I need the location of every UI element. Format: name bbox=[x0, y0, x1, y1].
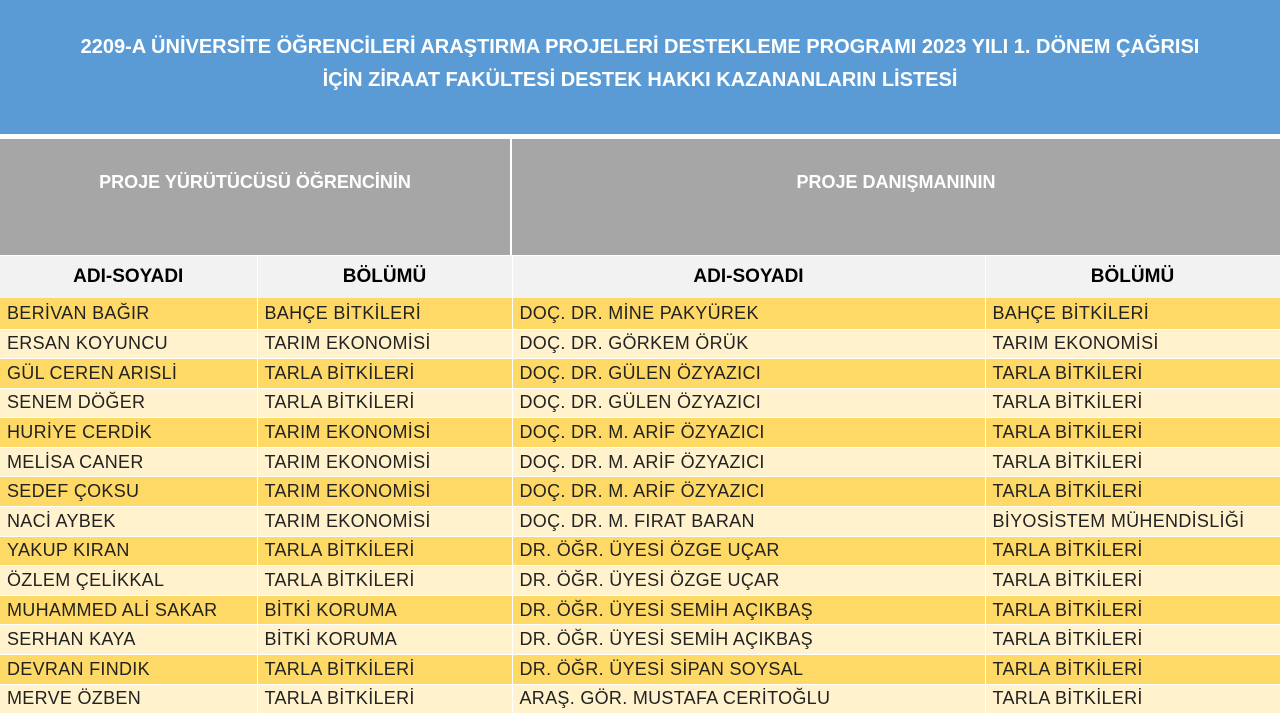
student-name-cell: MERVE ÖZBEN bbox=[0, 684, 257, 714]
student-name-cell: SERHAN KAYA bbox=[0, 625, 257, 655]
advisor-name-cell: DOÇ. DR. GÜLEN ÖZYAZICI bbox=[512, 359, 985, 389]
student-name-cell: ÖZLEM ÇELİKKAL bbox=[0, 566, 257, 596]
advisor-department-cell: TARLA BİTKİLERİ bbox=[985, 536, 1280, 566]
student-department-cell: TARLA BİTKİLERİ bbox=[257, 536, 512, 566]
table-row bbox=[0, 595, 1280, 625]
student-group-header: PROJE YÜRÜTÜCÜSÜ ÖĞRENCİNİN bbox=[0, 139, 512, 255]
advisor-name-cell: ARAŞ. GÖR. MUSTAFA CERİTOĞLU bbox=[512, 684, 985, 714]
advisor-name-cell: DOÇ. DR. MİNE PAKYÜREK bbox=[512, 298, 985, 329]
advisor-department-cell: TARLA BİTKİLERİ bbox=[985, 388, 1280, 418]
advisor-department-cell: TARLA BİTKİLERİ bbox=[985, 477, 1280, 507]
advisor-department-cell: TARIM EKONOMİSİ bbox=[985, 329, 1280, 359]
advisor-name-cell: DR. ÖĞR. ÜYESİ ÖZGE UÇAR bbox=[512, 566, 985, 596]
student-name-cell: DEVRAN FINDIK bbox=[0, 655, 257, 685]
advisor-name-cell: DR. ÖĞR. ÜYESİ SİPAN SOYSAL bbox=[512, 655, 985, 685]
advisor-department-cell: TARLA BİTKİLERİ bbox=[985, 566, 1280, 596]
student-department-cell: TARLA BİTKİLERİ bbox=[257, 566, 512, 596]
student-department-cell: TARLA BİTKİLERİ bbox=[257, 359, 512, 389]
student-name-cell: MUHAMMED ALİ SAKAR bbox=[0, 595, 257, 625]
table-row bbox=[0, 418, 1280, 448]
student-name-cell: ERSAN KOYUNCU bbox=[0, 329, 257, 359]
student-department-cell: TARIM EKONOMİSİ bbox=[257, 477, 512, 507]
student-name-header: ADI-SOYADI bbox=[0, 256, 257, 298]
student-name-cell: SEDEF ÇOKSU bbox=[0, 477, 257, 507]
advisor-department-cell: TARLA BİTKİLERİ bbox=[985, 625, 1280, 655]
advisor-name-cell: DOÇ. DR. M. ARİF ÖZYAZICI bbox=[512, 477, 985, 507]
table-row bbox=[0, 447, 1280, 477]
group-header-row bbox=[0, 139, 1280, 255]
advisor-name-cell: DOÇ. DR. M. ARİF ÖZYAZICI bbox=[512, 418, 985, 448]
advisor-department-cell: BİYOSİSTEM MÜHENDİSLİĞİ bbox=[985, 507, 1280, 537]
student-name-cell: YAKUP KIRAN bbox=[0, 536, 257, 566]
table-row bbox=[0, 566, 1280, 596]
student-name-cell: SENEM DÖĞER bbox=[0, 388, 257, 418]
table-row bbox=[0, 477, 1280, 507]
student-department-cell: TARIM EKONOMİSİ bbox=[257, 507, 512, 537]
table-row bbox=[0, 507, 1280, 537]
table-row bbox=[0, 655, 1280, 685]
advisor-name-cell: DOÇ. DR. GÜLEN ÖZYAZICI bbox=[512, 388, 985, 418]
advisor-department-cell: TARLA BİTKİLERİ bbox=[985, 359, 1280, 389]
column-header-row bbox=[0, 256, 1280, 298]
student-department-cell: TARLA BİTKİLERİ bbox=[257, 388, 512, 418]
advisor-department-cell: TARLA BİTKİLERİ bbox=[985, 595, 1280, 625]
student-name-cell: NACİ AYBEK bbox=[0, 507, 257, 537]
advisor-department-cell: TARLA BİTKİLERİ bbox=[985, 418, 1280, 448]
advisor-group-header: PROJE DANIŞMANININ bbox=[512, 139, 1280, 255]
advisor-name-cell: DR. ÖĞR. ÜYESİ SEMİH AÇIKBAŞ bbox=[512, 625, 985, 655]
title-line-1: 2209-A ÜNİVERSİTE ÖĞRENCİLERİ ARAŞTIRMA PROJELERİ DESTEKLEME PROGRAMI 2023 YILI 1. DÖNEM ÇAĞRISI bbox=[80, 36, 1200, 58]
advisor-name-cell: DOÇ. DR. M. FIRAT BARAN bbox=[512, 507, 985, 537]
student-name-cell: BERİVAN BAĞIR bbox=[0, 298, 257, 329]
student-department-cell: TARIM EKONOMİSİ bbox=[257, 418, 512, 448]
student-department-cell: TARIM EKONOMİSİ bbox=[257, 329, 512, 359]
advisor-name-cell: DR. ÖĞR. ÜYESİ SEMİH AÇIKBAŞ bbox=[512, 595, 985, 625]
advisor-name-header: ADI-SOYADI bbox=[512, 256, 985, 298]
student-name-cell: GÜL CEREN ARISLİ bbox=[0, 359, 257, 389]
title-banner bbox=[0, 0, 1280, 134]
winners-table bbox=[0, 256, 1280, 714]
table-row bbox=[0, 329, 1280, 359]
advisor-name-cell: DOÇ. DR. GÖRKEM ÖRÜK bbox=[512, 329, 985, 359]
advisor-department-cell: BAHÇE BİTKİLERİ bbox=[985, 298, 1280, 329]
table-row bbox=[0, 359, 1280, 389]
advisor-department-cell: TARLA BİTKİLERİ bbox=[985, 655, 1280, 685]
student-department-cell: TARLA BİTKİLERİ bbox=[257, 684, 512, 714]
table-row bbox=[0, 684, 1280, 714]
advisor-department-cell: TARLA BİTKİLERİ bbox=[985, 684, 1280, 714]
student-department-cell: BİTKİ KORUMA bbox=[257, 625, 512, 655]
table-row bbox=[0, 625, 1280, 655]
student-department-cell: BİTKİ KORUMA bbox=[257, 595, 512, 625]
student-department-cell: TARLA BİTKİLERİ bbox=[257, 655, 512, 685]
advisor-department-cell: TARLA BİTKİLERİ bbox=[985, 447, 1280, 477]
student-department-header: BÖLÜMÜ bbox=[257, 256, 512, 298]
student-name-cell: HURİYE CERDİK bbox=[0, 418, 257, 448]
student-department-cell: BAHÇE BİTKİLERİ bbox=[257, 298, 512, 329]
advisor-name-cell: DOÇ. DR. M. ARİF ÖZYAZICI bbox=[512, 447, 985, 477]
table-row bbox=[0, 298, 1280, 329]
advisor-name-cell: DR. ÖĞR. ÜYESİ ÖZGE UÇAR bbox=[512, 536, 985, 566]
table-row bbox=[0, 388, 1280, 418]
title-line-2: İÇİN ZİRAAT FAKÜLTESİ DESTEK HAKKI KAZANANLARIN LİSTESİ bbox=[322, 69, 958, 91]
table-row bbox=[0, 536, 1280, 566]
advisor-department-header: BÖLÜMÜ bbox=[985, 256, 1280, 298]
student-name-cell: MELİSA CANER bbox=[0, 447, 257, 477]
student-department-cell: TARIM EKONOMİSİ bbox=[257, 447, 512, 477]
